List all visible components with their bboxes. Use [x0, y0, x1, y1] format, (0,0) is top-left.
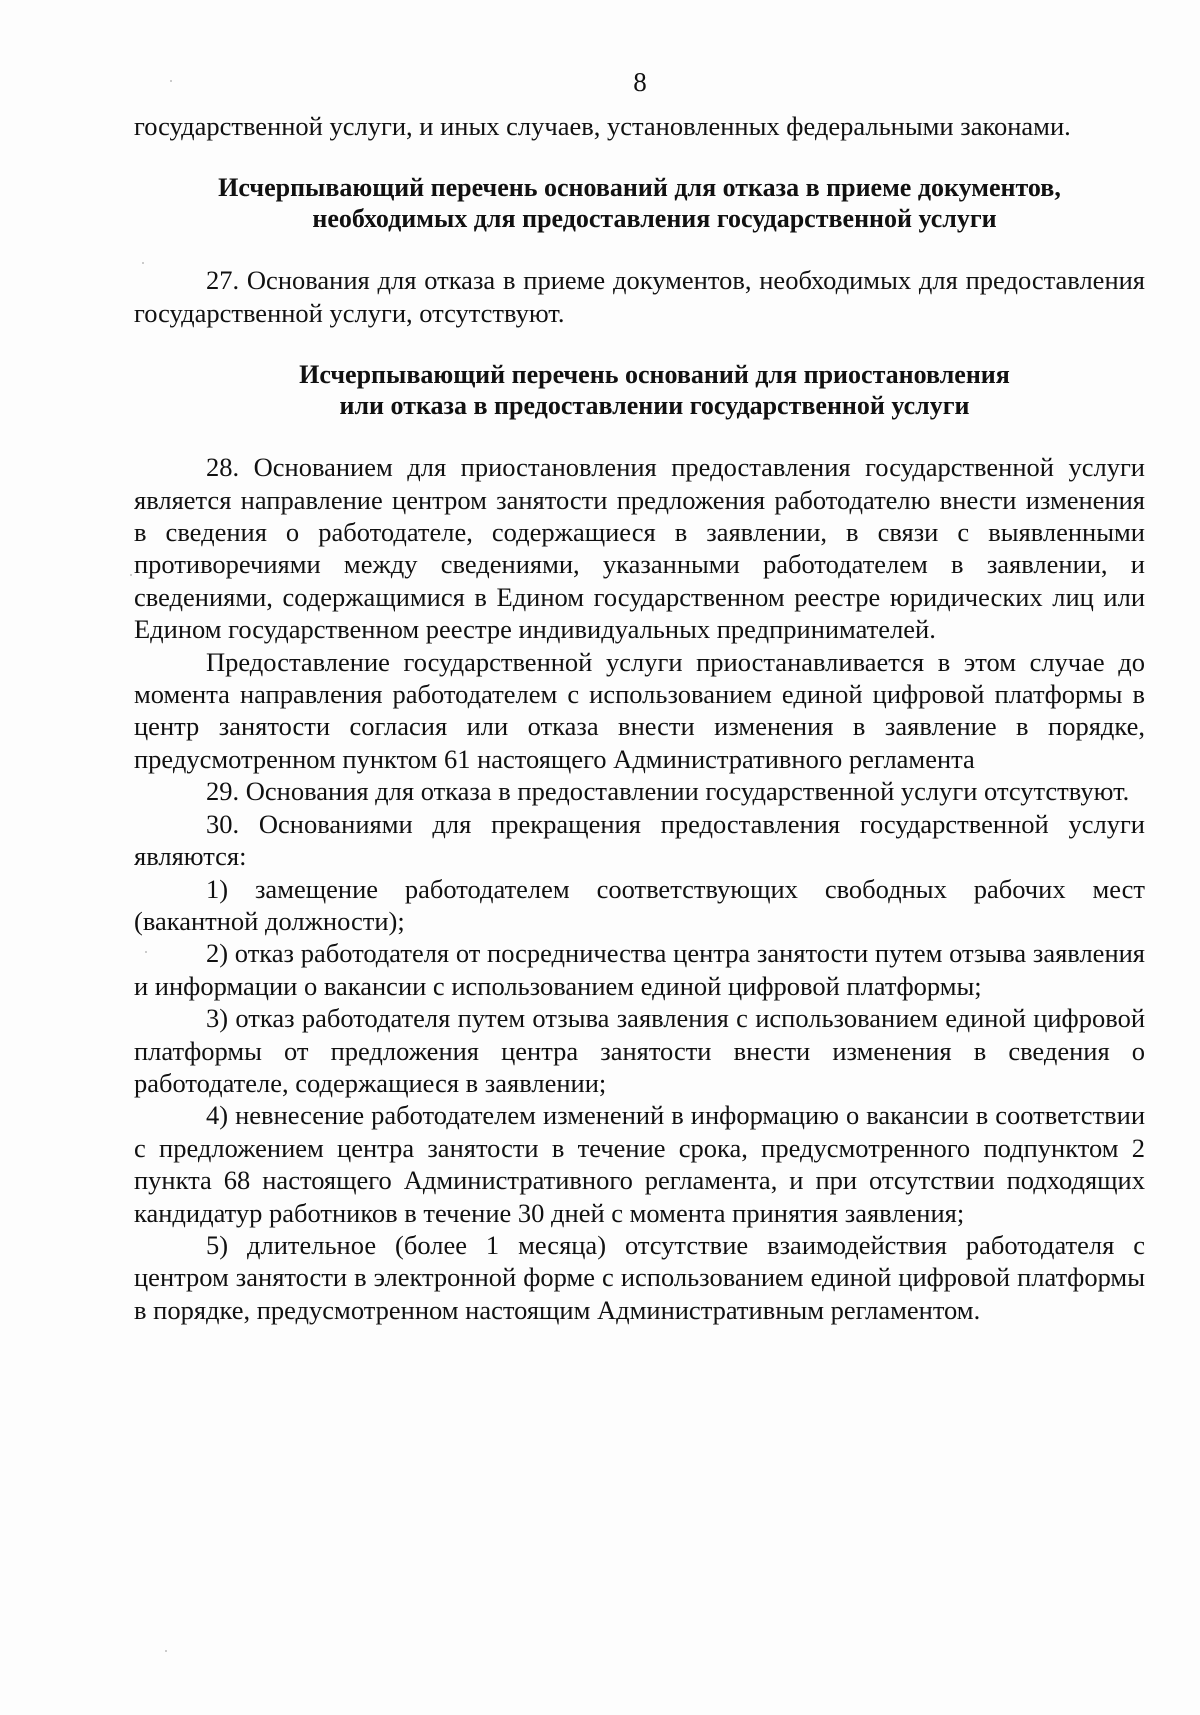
section-heading-line: необходимых для предоставления государственной услуги — [312, 204, 997, 234]
section-heading-line: Исчерпывающий перечень оснований для приостановления — [299, 360, 1010, 390]
list-item: 5) длительное (более 1 месяца) отсутствие взаимодействия работодателя с центром занятости в электронной форме с использованием единой цифровой платформы в порядке, предусмотренном настоящим Административным регламентом. — [134, 1229, 1145, 1325]
paragraph-27: 27. Основания для отказа в приеме документов, необходимых для предоставления государственной услуги, отсутствуют. — [134, 265, 1145, 328]
document-body — [134, 110, 1145, 1326]
list-item: 2) отказ работодателя от посредничества центра занятости путем отзыва заявления и информации о вакансии с использованием единой цифровой платформы; — [134, 938, 1145, 1001]
scan-speck — [165, 1650, 167, 1652]
list-item: 4) невнесение работодателем изменений в информацию о вакансии в соответствии с предложением центра занятости в течение срока, предусмотренного подпунктом 2 пункта 68 настоящего Административного регламента, и при отсутствии подходящих кандидатур работников в течение 30 дней с момента принятия заявления; — [134, 1100, 1145, 1228]
section-heading-suspension-refusal — [134, 359, 1145, 421]
section-heading-line: Исчерпывающий перечень оснований для отказа в приеме документов, — [218, 173, 1061, 203]
intro-paragraph: государственной услуги, и иных случаев, установленных федеральными законами. — [134, 111, 1071, 141]
page-number: 8 — [633, 67, 647, 97]
paragraph-28-continued: Предоставление государственной услуги приостанавливается в этом случае до момента направления работодателем с использованием единой цифровой платформы в центр занятости согласия или отказа внести изменения в заявление в порядке, предусмотренном пунктом 61 настоящего Административного регламента — [134, 646, 1145, 774]
list-item: 1) замещение работодателем соответствующих свободных рабочих мест (вакантной должности); — [134, 873, 1145, 936]
section-heading-document-refusal — [134, 172, 1145, 234]
paragraph-28: 28. Основанием для приостановления предоставления государственной услуги является направление центром занятости предложения работодателю внести изменения в сведения о работодателе, содержащиеся в заявлении, в связи с выявленными противоречиями между сведениями, указанными работодателем в заявлении, и сведениями, содержащимися в Едином государственном реестре юридических лиц или Едином государственном реестре индивидуальных предпринимателей. — [134, 452, 1145, 645]
paragraph-29: 29. Основания для отказа в предоставлении государственной услуги отсутствуют. — [206, 776, 1130, 807]
list-item: 3) отказ работодателя путем отзыва заявления с использованием единой цифровой платформы от предложения центра занятости внести изменения в сведения о работодателе, содержащиеся в заявлении; — [134, 1003, 1145, 1098]
paragraph-30: 30. Основаниями для прекращения предоставления государственной услуги являются: — [134, 808, 1145, 872]
scan-speck — [130, 574, 132, 576]
section-heading-line: или отказа в предоставлении государственной услуги — [339, 391, 970, 421]
